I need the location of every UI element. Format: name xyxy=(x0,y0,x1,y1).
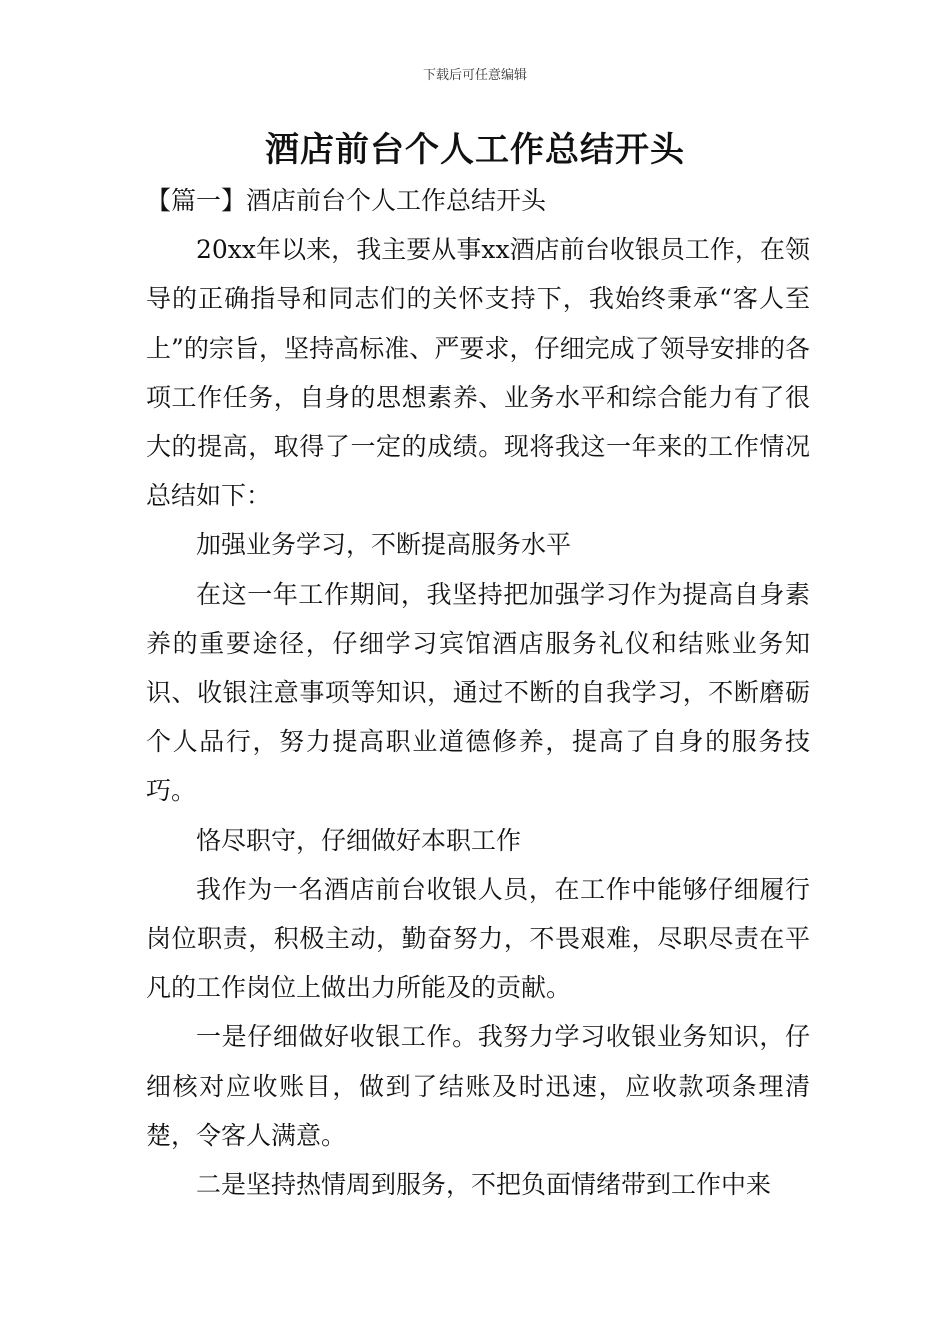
subheading-study: 加强业务学习，不断提高服务水平 xyxy=(196,530,572,560)
subheading-duty: 恪尽职守，仔细做好本职工作 xyxy=(196,825,522,855)
document-body xyxy=(146,176,810,1209)
paragraph-duty: 我作为一名酒店前台收银人员，在工作中能够仔细履行岗位职责，积极主动，勤奋努力，不畏艰难，尽职尽责在平凡的工作岗位上做出力所能及的贡献。 xyxy=(146,874,810,1003)
paragraph-intro: 20xx年以来，我主要从事xx酒店前台收银员工作，在领导的正确指导和同志们的关怀支持下，我始终秉承“客人至上”的宗旨，坚持高标准、严要求，仔细完成了领导安排的各项工作任务，自身的思想素养、业务水平和综合能力有了很大的提高，取得了一定的成绩。现将我这一年来的工作情况总结如下： xyxy=(146,235,810,511)
section-heading: 【篇一】酒店前台个人工作总结开头 xyxy=(146,186,547,215)
header-note: 下载后可任意编辑 xyxy=(422,68,527,83)
paragraph-study: 在这一年工作期间，我坚持把加强学习作为提高自身素养的重要途径，仔细学习宾馆酒店服务礼仪和结账业务知识、收银注意事项等知识，通过不断的自我学习，不断磨砺个人品行，努力提高职业道德修养，提高了自身的服务技巧。 xyxy=(146,579,810,806)
document-title: 酒店前台个人工作总结开头 xyxy=(265,130,685,170)
paragraph-service: 二是坚持热情周到服务，不把负面情绪带到工作中来 xyxy=(196,1170,772,1200)
paragraph-cashier: 一是仔细做好收银工作。我努力学习收银业务知识，仔细核对应收账目，做到了结账及时迅速，应收款项条理清楚，令客人满意。 xyxy=(146,1022,810,1150)
